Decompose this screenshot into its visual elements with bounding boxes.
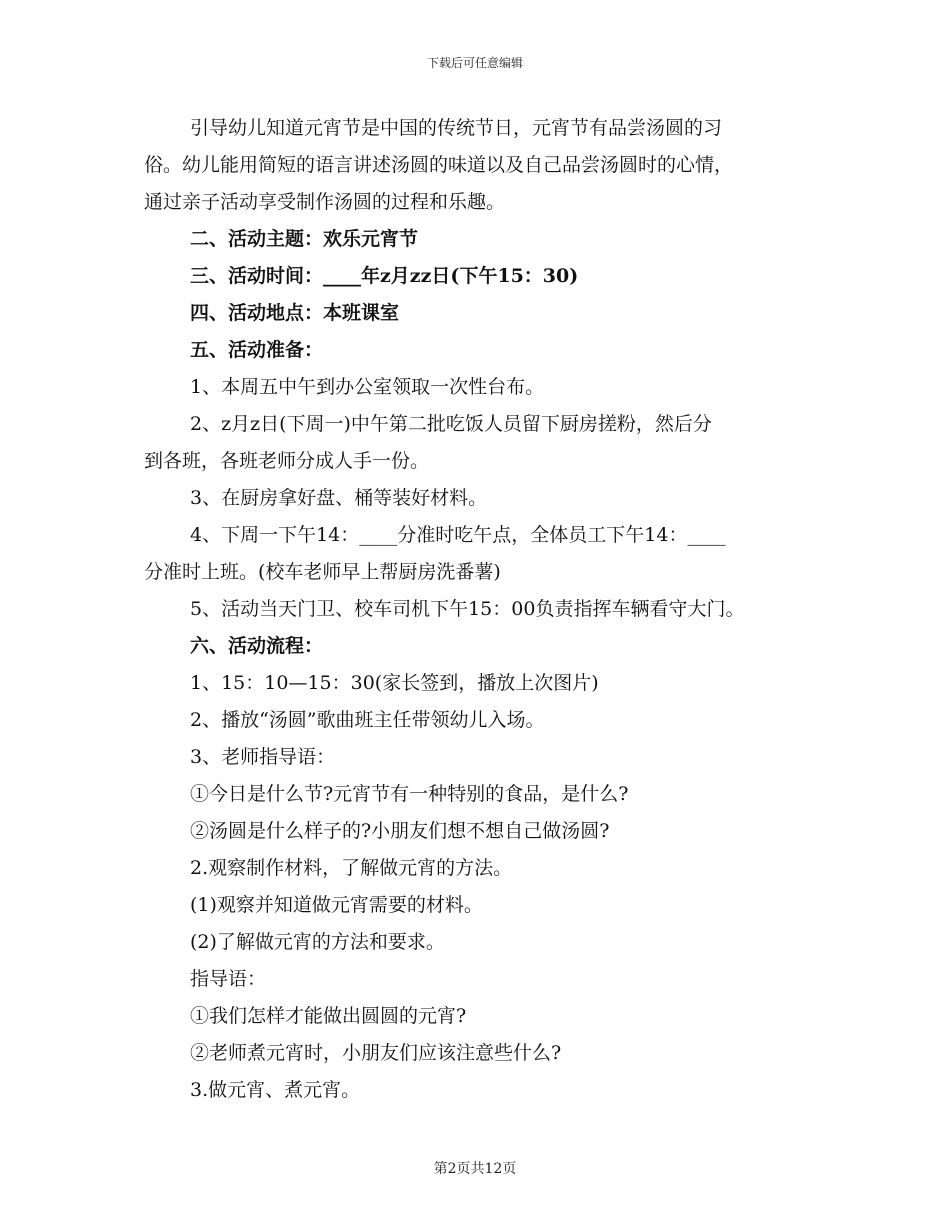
paragraph-line: 3.做元宵、煮元宵。 xyxy=(190,1079,361,1101)
paragraph-line: ①今日是什么节?元宵节有一种特别的食品，是什么? xyxy=(190,783,629,805)
paragraph-line: 3、老师指导语： xyxy=(190,746,336,768)
paragraph-line: 通过亲子活动享受制作汤圆的过程和乐趣。 xyxy=(144,191,506,213)
page-footer: 第2页共12页 xyxy=(433,1161,517,1177)
paragraph-line: 引导幼儿知道元宵节是中国的传统节日，元宵节有品尝汤圆的习 xyxy=(190,117,723,139)
paragraph-line: 4、下周一下午14：____分准时吃午点，全体员工下午14：____ xyxy=(190,524,726,546)
paragraph-line: 指导语： xyxy=(190,968,267,990)
paragraph-line: 5、活动当天门卫、校车司机下午15：00负责指挥车辆看守大门。 xyxy=(190,598,745,620)
paragraph-line: 俗。幼儿能用简短的语言讲述汤圆的味道以及自己品尝汤圆时的心情， xyxy=(144,154,734,176)
section-heading: 六、活动流程： xyxy=(190,635,324,657)
paragraph-line: ②汤圆是什么样子的?小朋友们想不想自己做汤圆? xyxy=(190,820,610,842)
paragraph-line: 3、在厨房拿好盘、桶等装好材料。 xyxy=(190,487,488,509)
paragraph-line: 2.观察制作材料，了解做元宵的方法。 xyxy=(190,857,513,879)
section-heading: 三、活动时间：____年z月zz日(下午15：30) xyxy=(190,265,579,287)
paragraph-line: (1)观察并知道做元宵需要的材料。 xyxy=(190,894,483,916)
paragraph-line: 分准时上班。(校车老师早上帮厨房洗番薯) xyxy=(144,561,501,583)
page-header: 下载后可任意编辑 xyxy=(426,56,523,70)
paragraph-line: ②老师煮元宵时，小朋友们应该注意些什么? xyxy=(190,1042,562,1064)
paragraph-line: ①我们怎样才能做出圆圆的元宵? xyxy=(190,1005,467,1027)
section-heading: 二、活动主题：欢乐元宵节 xyxy=(190,228,419,250)
document-body xyxy=(144,110,814,1109)
paragraph-line: 2、z月z日(下周一)中午第二批吃饭人员留下厨房搓粉，然后分 xyxy=(190,413,712,435)
paragraph-line: 到各班，各班老师分成人手一份。 xyxy=(144,450,430,472)
section-heading: 四、活动地点：本班课室 xyxy=(190,302,400,324)
section-heading: 五、活动准备： xyxy=(190,339,324,361)
paragraph-line: 2、播放“汤圆”歌曲班主任带领幼儿入场。 xyxy=(190,709,545,731)
paragraph-line: 1、本周五中午到办公室领取一次性台布。 xyxy=(190,376,545,398)
paragraph-line: (2)了解做元宵的方法和要求。 xyxy=(190,931,445,953)
paragraph-line: 1、15：10—15：30(家长签到，播放上次图片) xyxy=(190,672,599,694)
